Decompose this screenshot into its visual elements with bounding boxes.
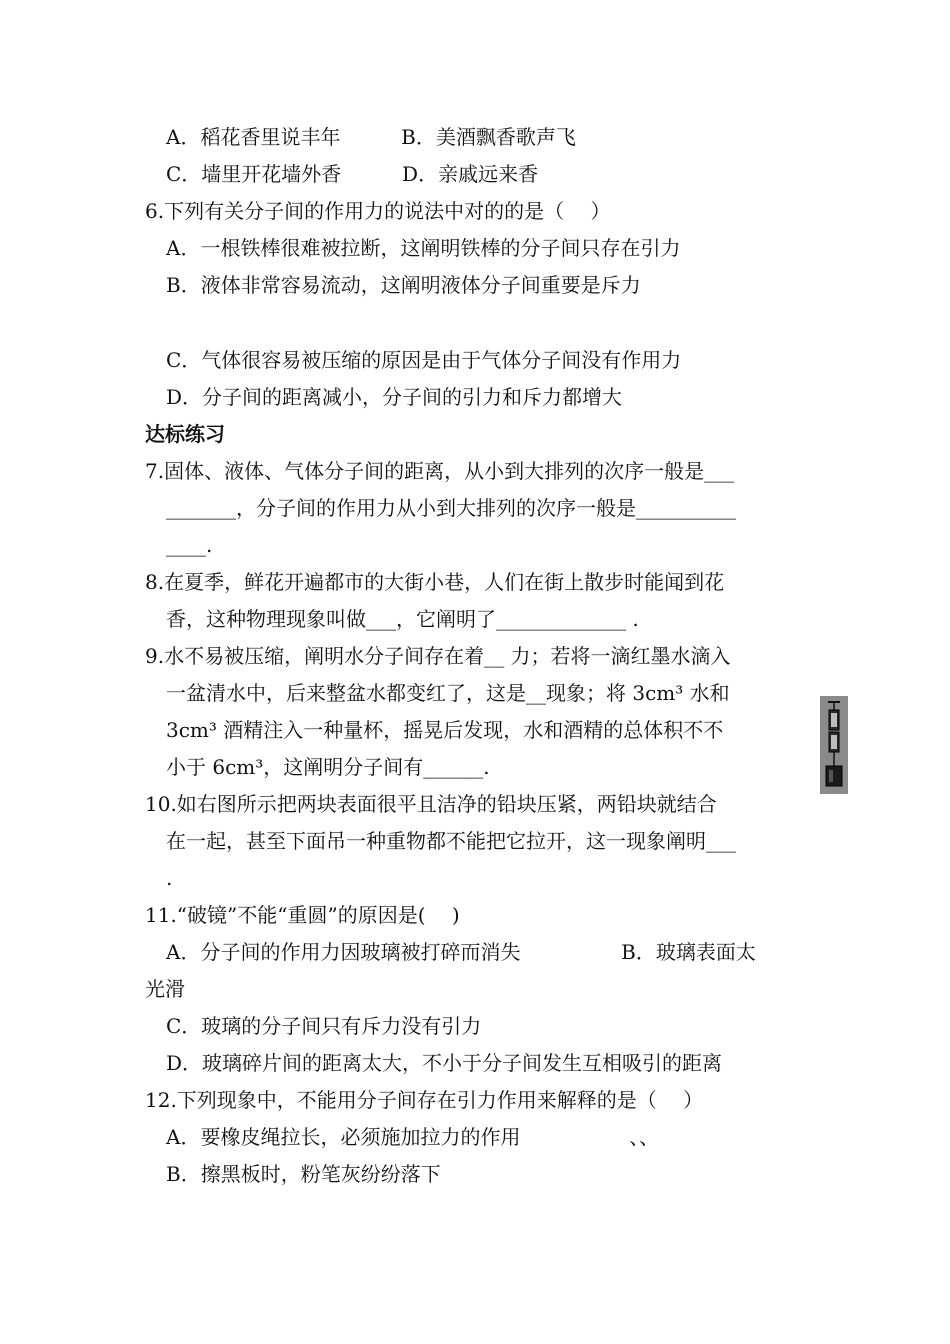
option-d: D．亲戚远来香	[402, 162, 539, 186]
section-heading: 达标练习	[145, 422, 225, 446]
q11-option-line	[166, 939, 756, 965]
option-a: A．稻花香里说丰年	[166, 125, 341, 149]
question-8-cont: 香，这种物理现象叫做___，它阐明了_____________ .	[166, 607, 639, 631]
question-12: 12.下列现象中，不能用分子间存在引力作用来解释的是（ ）	[145, 1088, 704, 1112]
question-7-cont: ____.	[166, 533, 213, 557]
q6-option-d: D．分子间的距离减小，分子间的引力和斥力都增大	[166, 385, 623, 409]
question-10-cont: 在一起，甚至下面吊一种重物都不能把它拉开，这一现象阐明___	[166, 829, 736, 853]
lead-blocks-illustration	[820, 696, 848, 794]
question-8: 8.在夏季，鲜花开遍都市的大街小巷，人们在街上散步时能闻到花	[145, 570, 725, 594]
question-9-cont: 3cm³ 酒精注入一种量杯，摇晃后发现，水和酒精的总体积不不	[166, 718, 724, 742]
option-line	[166, 124, 576, 150]
question-6: 6.下列有关分子间的作用力的说法中对的的是（ ）	[145, 199, 611, 223]
question-11: 11.“破镜”不能“重圆”的原因是( )	[145, 903, 460, 927]
question-9-cont: 小于 6cm³，这阐明分子间有______.	[166, 755, 490, 779]
q11-option-c: C．玻璃的分子间只有斥力没有引力	[166, 1014, 482, 1038]
question-7-cont: _______，分子间的作用力从小到大排列的次序一般是__________	[166, 496, 736, 520]
lead-blocks-figure	[820, 696, 848, 794]
question-7: 7.固体、液体、气体分子间的距离，从小到大排列的次序一般是___	[145, 459, 735, 483]
q11-option-b-cont: 光滑	[145, 977, 185, 1001]
q6-option-a: A．一根铁棒很难被拉断，这阐明铁棒的分子间只存在引力	[166, 236, 681, 260]
question-9-cont: 一盆清水中，后来整盆水都变红了，这是__现象；将 3cm³ 水和	[166, 681, 730, 705]
option-b: B．美酒飘香歌声飞	[401, 125, 576, 149]
q11-option-a: A．分子间的作用力因玻璃被打碎而消失	[166, 940, 521, 964]
question-10: 10.如右图所示把两块表面很平且洁净的铅块压紧，两铅块就结合	[145, 792, 717, 816]
q12-option-line	[166, 1124, 659, 1150]
q6-option-c: C．气体很容易被压缩的原因是由于气体分子间没有作用力	[166, 348, 682, 372]
question-9: 9.水不易被压缩，阐明水分子间存在着__ 力；若将一滴红墨水滴入	[145, 644, 731, 668]
q11-option-d: D．玻璃碎片间的距离太大，不小于分子间发生互相吸引的距离	[166, 1051, 723, 1075]
q11-option-b: B．玻璃表面太	[621, 940, 756, 964]
q12-option-b: B．擦黑板时，粉笔灰纷纷落下	[166, 1162, 441, 1186]
question-10-cont: .	[166, 866, 173, 890]
option-line	[166, 161, 538, 187]
q12-option-a: A．要橡皮绳拉长，必须施加拉力的作用	[166, 1125, 521, 1149]
option-c: C．墙里开花墙外香	[166, 162, 342, 186]
stray-marks: 、、	[629, 1125, 660, 1149]
q6-option-b: B．液体非常容易流动，这阐明液体分子间重要是斥力	[166, 273, 641, 297]
